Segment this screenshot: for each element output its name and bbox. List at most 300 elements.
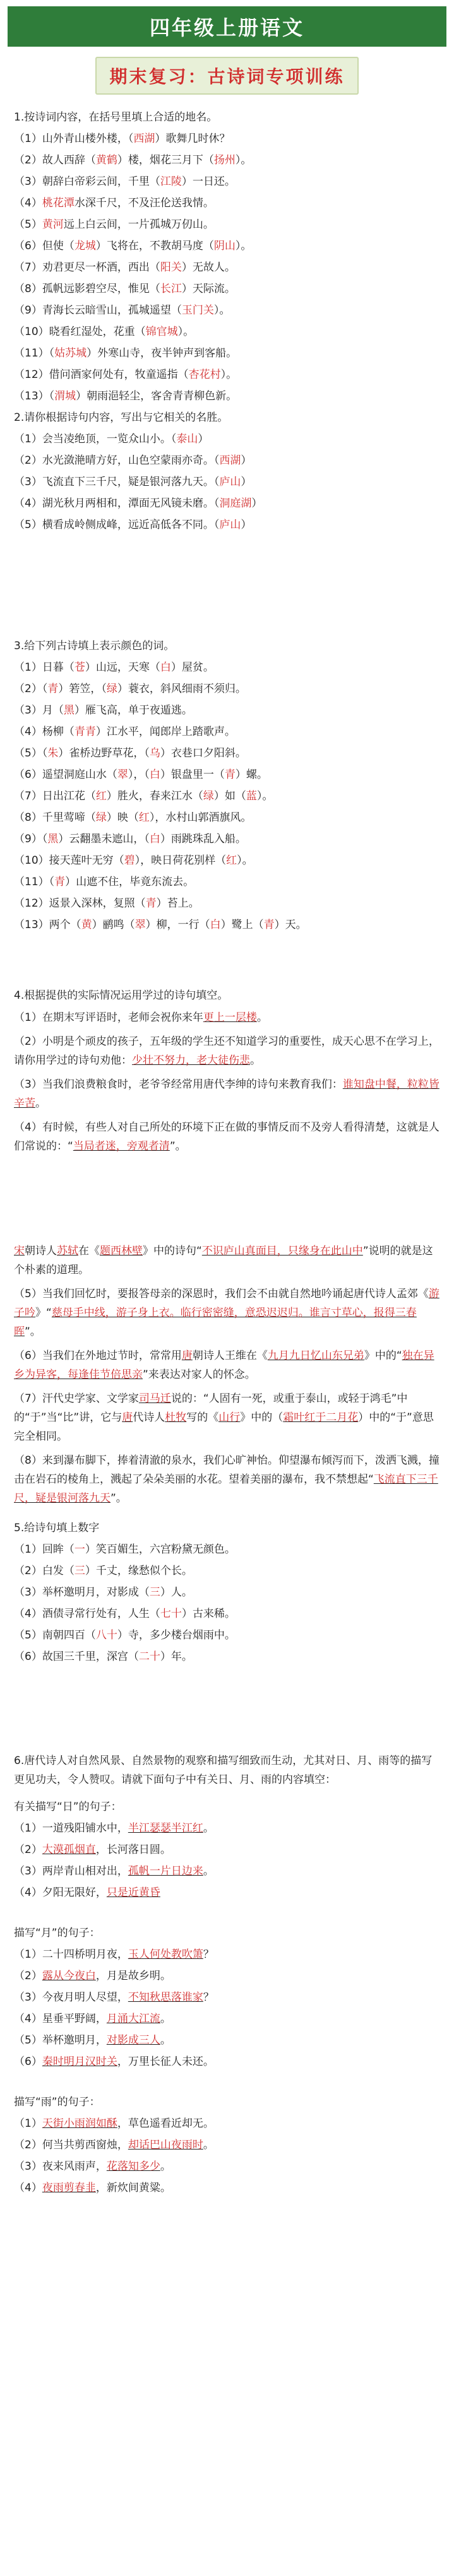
answer-text: 杜牧 (165, 1411, 187, 1424)
prompt-text: （11）（ (14, 876, 55, 888)
answer-text: 当局者迷，旁观者清 (73, 1140, 170, 1153)
prompt-text: ）。 (256, 790, 273, 803)
answer-text: 七十 (160, 1608, 182, 1620)
prompt-text: 。 (160, 2034, 171, 2047)
prompt-text: ）雁飞高，单于夜遁逃。 (74, 704, 193, 717)
prompt-text: ）朝雨浥轻尘，客舍青青柳色新。 (76, 390, 237, 403)
answer-text: 青 (47, 683, 59, 695)
prompt-text: ）中的“于”意思完全相同。 (14, 1411, 434, 1443)
prompt-text: （11）（ (14, 347, 55, 360)
prompt-text: 远上白云间，一片孤城万仞山。 (63, 218, 214, 231)
answer-text: 黑 (63, 704, 75, 717)
list-item (14, 303, 440, 318)
prompt-text: ？ (203, 1948, 214, 1961)
list-item (14, 1649, 440, 1664)
prompt-text: ）楼，烟花三月下（ (117, 154, 214, 167)
list-item (14, 496, 440, 511)
question-4-part-5 (14, 1285, 440, 1341)
list-item (14, 1842, 440, 1857)
prompt-text: （7）汗代史学家、文学家 (14, 1392, 139, 1405)
answer-text: 谁知盘中餐，粒粒皆辛苦 (14, 1078, 439, 1110)
prompt-text: ）笑百媚生，六宫粉黛无颜色。 (85, 1543, 236, 1556)
answer-text: 题西林壁 (100, 1245, 143, 1257)
prompt-text: 在《 (78, 1245, 100, 1257)
list-item (14, 681, 440, 697)
list-item (14, 810, 440, 825)
prompt-text: ，新炊间黄粱。 (95, 2182, 171, 2194)
prompt-text: ，万里长征人未还。 (117, 2056, 214, 2068)
prompt-text: （12）借问酒家何处有，牧童遥指（ (14, 368, 189, 381)
sun-heading: 有关描写“日”的句子： (14, 1801, 122, 1813)
answer-text: 唐 (181, 1350, 193, 1362)
prompt-text: （2）何当共剪西窗烛， (14, 2139, 128, 2151)
answer-text: 白 (149, 833, 160, 845)
prompt-text: （8）孤帆远影碧空尽，惟见（ (14, 283, 160, 295)
prompt-text: （6） (14, 2056, 42, 2068)
prompt-text: （7）劝君更尽一杯酒，西出（ (14, 261, 160, 274)
page-title: 四年级上册语文 (8, 6, 446, 47)
answer-text: 大漠孤烟直 (42, 1844, 96, 1856)
answer-text: 西湖 (133, 132, 155, 145)
answer-text: 只是近黄昏 (106, 1886, 160, 1899)
prompt-text: （13）两个（ (14, 919, 81, 931)
list-item (14, 260, 440, 275)
list-item (14, 767, 440, 782)
answer-text: 黑 (47, 833, 59, 845)
list-item (14, 2054, 440, 2069)
answer-text: 二十 (138, 1650, 160, 1663)
answer-text: 白 (210, 919, 221, 931)
answer-text: 青 (54, 876, 66, 888)
prompt-text: ） (241, 454, 252, 467)
list-item (14, 517, 440, 532)
list-item (14, 453, 440, 468)
answer-text: 露从今夜白 (42, 1970, 96, 1982)
prompt-text: 。 (160, 2013, 171, 2025)
prompt-text: ）映（ (106, 811, 139, 824)
answer-text: 碧 (124, 854, 135, 867)
prompt-text: 。 (203, 1865, 214, 1878)
list-item (14, 789, 440, 804)
prompt-text: （1）会当凌绝顶，一览众山小。（ (14, 433, 177, 445)
prompt-text: （3）飞流直下三千尺，疑是银河落九天。（ (14, 476, 220, 488)
answer-text: 阳关 (160, 261, 182, 274)
answer-text: 玉门关 (181, 304, 214, 317)
page-subtitle: 期末复习：古诗词专项训练 (95, 57, 358, 95)
question-1-list (14, 131, 440, 404)
answer-text: 少壮不努力，老大徒伤悲 (132, 1054, 250, 1067)
answer-text: 八十 (95, 1629, 117, 1642)
answer-text: 庐山 (219, 519, 241, 531)
prompt-text: ）无故人。 (181, 261, 236, 274)
answer-text: 独在异乡为异客，每逢佳节倍思亲 (14, 1350, 434, 1381)
moon-list (14, 1947, 440, 2069)
list-item (14, 896, 440, 911)
answer-text: 绿 (203, 790, 214, 803)
list-item (14, 1606, 440, 1621)
rain-heading: 描写“雨”的句子： (14, 2096, 100, 2108)
question-4-section (14, 988, 440, 1508)
answer-text: 青青 (74, 726, 96, 738)
list-item (14, 153, 440, 168)
question-2-section (14, 410, 440, 532)
prompt-text: ）年。 (160, 1650, 193, 1663)
prompt-text: （13）（ (14, 390, 55, 403)
prompt-text: ）银盘里一（ (160, 768, 225, 781)
list-item (14, 832, 440, 847)
list-item (14, 746, 440, 761)
answer-text: 唐 (122, 1411, 133, 1424)
answer-text: 飞流直下三千尺，疑是银河落九天 (14, 1473, 438, 1505)
prompt-text: 朝诗人 (25, 1245, 57, 1257)
answer-text: 孤帆一片日边来 (128, 1865, 203, 1878)
prompt-text: （2）小明是个顽皮的孩子，五年级的学生还不知道学习的重要性，成天心思不在学习上，请你用学过的诗句劝他： (14, 1035, 439, 1067)
prompt-text: ，月是故乡明。 (95, 1970, 171, 1982)
prompt-text: （7）日出江花（ (14, 790, 96, 803)
prompt-text: （5）当我们回忆时，要报答母亲的深恩时，我们会不由就自然地吟诵起唐代诗人孟郊《 (14, 1288, 429, 1300)
prompt-text: ）江水平，闻郎岸上踏歌声。 (95, 726, 236, 738)
prompt-text: （4）有时候，有些人对自己所处的环境下正在做的事情反而不及旁人看得清楚，这就是人们常说的：“ (14, 1121, 439, 1153)
moon-heading: 描写“月”的句子： (14, 1927, 100, 1939)
prompt-text: ，长河落日圆。 (95, 1844, 171, 1856)
list-item (14, 1968, 440, 1984)
prompt-text: 。 (203, 1822, 214, 1835)
answer-text: 黄河 (42, 218, 64, 231)
answer-text: 红 (138, 811, 150, 824)
prompt-text: （3）月（ (14, 704, 64, 717)
list-item (14, 174, 440, 189)
answer-text: 翠 (134, 919, 146, 931)
list-item (14, 346, 440, 361)
question-4-part-8 (14, 1451, 440, 1508)
question-3-title: 3.给下列古诗填上表示颜色的词。 (14, 640, 175, 652)
question-6-section (14, 1751, 440, 2196)
prompt-text: （6）当我们在外地过节时，常常用 (14, 1350, 182, 1362)
answer-text: 九月九日忆山东兄弟 (267, 1350, 364, 1362)
list-item (14, 324, 440, 339)
prompt-text: ）寺，多少楼台烟雨中。 (117, 1629, 236, 1642)
prompt-text: （5）举杯邀明月， (14, 2034, 107, 2047)
answer-text: 更上一层楼 (203, 1011, 257, 1024)
answer-text: 月涌大江流 (106, 2013, 160, 2025)
prompt-text: 。 (160, 2160, 171, 2173)
answer-text: 一 (74, 1543, 85, 1556)
answer-text: 霜叶红于二月花 (283, 1411, 359, 1424)
prompt-text: ）衣巷口夕阳斜。 (160, 747, 246, 760)
prompt-text: （3）当我们浪费粮食时，老爷爷经常用唐代李绅的诗句来教育我们： (14, 1078, 343, 1091)
question-5-title: 5.给诗句填上数字 (14, 1522, 100, 1534)
question-4-part-3 (14, 1075, 440, 1113)
list-item (14, 389, 440, 404)
prompt-text: ）雨跳珠乱入船。 (160, 833, 246, 845)
prompt-text: ）屋贫。 (170, 661, 214, 674)
prompt-text: （3）夜来风雨声， (14, 2160, 107, 2173)
list-item (14, 703, 440, 718)
question-3-list (14, 660, 440, 932)
answer-text: 苏轼 (57, 1245, 78, 1257)
answer-text: 泰山 (176, 433, 198, 445)
list-item (14, 1990, 440, 2005)
question-2-title: 2.请你根据诗句内容，写出与它相关的名胜。 (14, 411, 229, 424)
prompt-text: ）如（ (213, 790, 246, 803)
prompt-text: ） (251, 497, 263, 510)
prompt-text: ）云翻墨未遮山，（ (58, 833, 150, 845)
answer-text: 不识庐山真面目，只缘身在此山中 (201, 1245, 363, 1257)
list-item (14, 196, 440, 211)
list-item (14, 874, 440, 890)
prompt-text: （5）南朝四百（ (14, 1629, 96, 1642)
answer-text: 洞庭湖 (219, 497, 252, 510)
question-5-section (14, 1520, 440, 1664)
prompt-text: ）苔上。 (156, 897, 200, 910)
prompt-text: ）鹂鸣（ (92, 919, 135, 931)
list-item (14, 1585, 440, 1600)
prompt-text: ）人。 (160, 1586, 193, 1599)
prompt-text: ）一日还。 (181, 175, 236, 188)
prompt-text: ）。 (213, 304, 230, 317)
prompt-text: （12）返景入深林，复照（ (14, 897, 146, 910)
prompt-text: （1）山外青山楼外楼，（ (14, 132, 134, 145)
list-item (14, 281, 440, 297)
list-item (14, 367, 440, 382)
prompt-text: ）胜火，春来江水（ (106, 790, 203, 803)
prompt-text: ）螺。 (235, 768, 268, 781)
answer-text: 西湖 (219, 454, 241, 467)
prompt-text: （6）遥望洞庭山水（ (14, 768, 117, 781)
answer-text: 朱 (47, 747, 59, 760)
prompt-text: （2）白发（ (14, 1565, 75, 1577)
rain-list (14, 2116, 440, 2196)
answer-text: 渭城 (54, 390, 76, 403)
prompt-text: （10）晓看红湿处，花重（ (14, 326, 146, 338)
prompt-text: ） (198, 433, 209, 445)
list-item (14, 853, 440, 868)
prompt-text: （8）千里莺啼（ (14, 811, 96, 824)
prompt-text: （3）朝辞白帝彩云间，千里（ (14, 175, 160, 188)
answer-text: 司马迁 (138, 1392, 171, 1405)
list-item (14, 724, 440, 739)
answer-text: 天街小雨润如酥 (42, 2117, 117, 2130)
prompt-text: ）古来稀。 (181, 1608, 236, 1620)
answer-text: 秦时明月汉时关 (42, 2056, 117, 2068)
prompt-text: （5）横看成岭侧成峰，远近高低各不同。（ (14, 519, 220, 531)
prompt-text: （5）（ (14, 747, 48, 760)
answer-text: 扬州 (213, 154, 236, 167)
list-item (14, 917, 440, 932)
prompt-text: （5） (14, 218, 42, 231)
answer-text: 不知秋思落谁家 (128, 1991, 203, 2004)
question-5-list (14, 1542, 440, 1664)
prompt-text: ），水村山郭酒旗风。 (149, 811, 252, 824)
prompt-text: （4）夕阳无限好， (14, 1886, 107, 1899)
list-item (14, 660, 440, 675)
prompt-text: （1）二十四桥明月夜， (14, 1948, 128, 1961)
answer-text: 夜雨剪春韭 (42, 2182, 96, 2194)
prompt-text: 说的：“人固有一死，或重于泰山，或轻于鸿毛”中的“于”当“比”讲，它与 (14, 1392, 408, 1424)
question-4-title: 4.根据提供的实际情况运用学过的诗句填空。 (14, 989, 229, 1002)
prompt-text: ）飞将在，不教胡马度（ (95, 240, 214, 252)
prompt-text: 。 (203, 2139, 214, 2151)
answer-text: 黄鹤 (95, 154, 117, 167)
prompt-text: （2）（ (14, 683, 48, 695)
prompt-text: （2）水光潋滟晴方好，山色空蒙雨亦奇。（ (14, 454, 220, 467)
prompt-text: ）千丈，缘愁似个长。 (85, 1565, 193, 1577)
answer-text: 红 (95, 790, 107, 803)
prompt-text: （1） (14, 2117, 42, 2130)
question-4-part-1 (14, 1008, 440, 1027)
answer-text: 玉人何处教吹箫 (128, 1948, 203, 1961)
list-item (14, 432, 440, 447)
list-item (14, 1563, 440, 1579)
answer-text: 对影成三人 (106, 2034, 160, 2047)
prompt-text: 。 (256, 1011, 268, 1024)
prompt-text: ）雀桥边野草花，（ (58, 747, 150, 760)
prompt-text: 写的《 (186, 1411, 219, 1424)
answer-text: 锦官城 (145, 326, 178, 338)
prompt-text: （1）一道残阳铺水中， (14, 1822, 128, 1835)
list-item (14, 474, 440, 490)
prompt-text: ”来表达对家人的怀念。 (143, 1368, 256, 1381)
question-1-title: 1.按诗词内容，在括号里填上合适的地名。 (14, 111, 218, 124)
prompt-text: ）山遮不住，毕竟东流去。 (65, 876, 194, 888)
answer-text: 三 (74, 1565, 85, 1577)
answer-text: 阴山 (213, 240, 236, 252)
prompt-text: （4） (14, 2182, 42, 2194)
prompt-text: ），（ (128, 768, 150, 781)
prompt-text: 》中的“ (364, 1350, 402, 1362)
prompt-text: ） (241, 519, 252, 531)
answer-text: 龙城 (74, 240, 96, 252)
prompt-text: ），映日荷花别样（ (134, 854, 227, 867)
answer-text: 花落知多少 (106, 2160, 160, 2173)
list-item (14, 2159, 440, 2174)
prompt-text: （4）星垂平野阔， (14, 2013, 107, 2025)
question-4-part-7 (14, 1389, 440, 1446)
prompt-text: ，草色遥看近却无。 (117, 2117, 214, 2130)
prompt-text: （9）青海长云暗雪山，孤城遥望（ (14, 304, 182, 317)
prompt-text: ”。 (25, 1326, 41, 1338)
prompt-text: ）柳，一行（ (145, 919, 210, 931)
answer-text: 蓝 (246, 790, 257, 803)
answer-text: 黄 (81, 919, 92, 931)
answer-text: 青 (224, 768, 236, 781)
prompt-text: （3）举杯邀明月，对影成（ (14, 1586, 150, 1599)
prompt-text: （2）故人西辞（ (14, 154, 96, 167)
answer-text: 绿 (106, 683, 117, 695)
prompt-text: （1）回眸（ (14, 1543, 75, 1556)
prompt-text: ）天。 (274, 919, 307, 931)
prompt-text: （3）两岸青山相对出， (14, 1865, 128, 1878)
answer-text: 红 (226, 854, 237, 867)
prompt-text: （4）酒债寻常行处有，人生（ (14, 1608, 160, 1620)
prompt-text: ”说明的就是这个朴素的道理。 (14, 1245, 433, 1276)
prompt-text: （6）但使（ (14, 240, 75, 252)
prompt-text: ”。 (111, 1492, 127, 1505)
list-item (14, 2116, 440, 2131)
answer-text: 绿 (95, 811, 107, 824)
prompt-text: ）鹭上（ (220, 919, 264, 931)
prompt-text: 》“ (35, 1307, 52, 1319)
worksheet-page (0, 6, 454, 2576)
question-4-part-6 (14, 1346, 440, 1384)
answer-text: 庐山 (219, 476, 241, 488)
prompt-text: 朝诗人王维在《 (192, 1350, 268, 1362)
list-item (14, 2180, 440, 2196)
list-item (14, 2138, 440, 2153)
answer-text: 青 (145, 897, 157, 910)
answer-text: 却话巴山夜雨时 (128, 2139, 203, 2151)
list-item (14, 1628, 440, 1643)
prompt-text: ）。 (235, 154, 252, 167)
prompt-text: ）。 (177, 326, 194, 338)
list-item (14, 1542, 440, 1557)
sun-list (14, 1821, 440, 1900)
answer-text: 游子吟 (14, 1288, 439, 1319)
answer-text: 江陵 (160, 175, 182, 188)
list-item (14, 2011, 440, 2026)
answer-text: 慈母手中线，游子身上衣。临行密密缝，意恐迟迟归。谁言寸草心，报得三春晖 (14, 1307, 417, 1338)
prompt-text: （1）日暮（ (14, 661, 75, 674)
answer-text: 杏花村 (188, 368, 221, 381)
prompt-text: （2） (14, 1970, 42, 1982)
question-6-title: 6.唐代诗人对自然风景、自然景物的观察和描写细致而生动，尤其对日、月、雨等的描写更见功夫，令人赞叹。请就下面句子中有关日、月、雨的内容填空： (14, 1755, 433, 1786)
question-3-section (14, 638, 440, 932)
answer-text: 桃花潭 (42, 197, 75, 209)
prompt-text: 》中的（ (240, 1411, 284, 1424)
prompt-text: （3）今夜月明人尽望， (14, 1991, 128, 2004)
prompt-text: ）蓑衣，斜风细雨不须归。 (117, 683, 246, 695)
prompt-text: （10）接天莲叶无穷（ (14, 854, 124, 867)
question-4-part-2 (14, 1032, 440, 1070)
prompt-text: 。 (35, 1097, 46, 1110)
answer-text: 乌 (149, 747, 160, 760)
question-1-section (14, 110, 440, 404)
answer-text: 半江瑟瑟半江红 (128, 1822, 203, 1835)
list-item (14, 1885, 440, 1900)
list-item (14, 238, 440, 254)
prompt-text: ）山远，天寒（ (85, 661, 160, 674)
prompt-text: ）箬笠，（ (58, 683, 107, 695)
answer-text: 山行 (218, 1411, 241, 1424)
prompt-text: （2） (14, 1844, 42, 1856)
list-item (14, 1947, 440, 1962)
answer-text: 姑苏城 (54, 347, 87, 360)
prompt-text: 水深千尺，不及汪伦送我情。 (74, 197, 214, 209)
answer-text: 长江 (160, 283, 182, 295)
prompt-text: 》中的诗句“ (143, 1245, 202, 1257)
answer-text: 白 (149, 768, 160, 781)
answer-text: 苍 (74, 661, 85, 674)
prompt-text: ）外寒山寺，夜半钟声到客船。 (87, 347, 237, 360)
list-item (14, 2033, 440, 2048)
list-item (14, 217, 440, 232)
prompt-text: （4） (14, 197, 42, 209)
list-item (14, 131, 440, 146)
prompt-text: ）。 (237, 854, 253, 867)
answer-text: 三 (149, 1586, 160, 1599)
prompt-text: 代诗人 (133, 1411, 165, 1424)
prompt-text: 。 (250, 1054, 261, 1067)
question-4-part-4-continued (14, 1242, 440, 1279)
list-item (14, 1821, 440, 1836)
prompt-text: （1）在期末写评语时，老师会祝你来年 (14, 1011, 203, 1024)
prompt-text: ）歌舞几时休？ (155, 132, 230, 145)
prompt-text: ）。 (220, 368, 237, 381)
prompt-text: （4）杨柳（ (14, 726, 75, 738)
prompt-text: （8）来到瀑布脚下，捧着清澈的泉水，我们心旷神怡。仰望瀑布倾泻而下，泼洒飞溅，撞击在岩石的棱角上，溅起了朵朵美丽的水花。望着美丽的瀑布，我不禁想起“ (14, 1454, 439, 1486)
prompt-text: （6）故国三千里，深宫（ (14, 1650, 139, 1663)
prompt-text: ） (241, 476, 252, 488)
